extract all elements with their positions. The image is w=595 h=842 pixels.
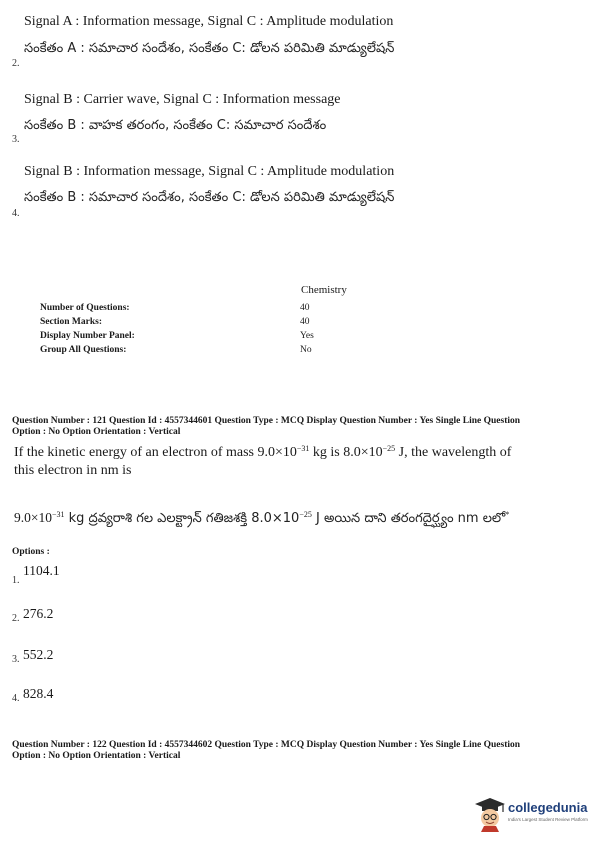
- next-question-header-line1: Question Number : 122 Question Id : 4557344602 Question Type : MCQ Display Question Number : Yes Single Line Question: [12, 740, 521, 750]
- prev-option-3-english: Signal B : Information message, Signal C : Amplitude modulation: [24, 164, 395, 179]
- question-text-english-line1: [14, 445, 511, 461]
- option-number: 3.: [12, 134, 20, 145]
- prev-option-3-telugu: సంకేతం B : సమాచార సందేశం, సంకేతం C: డోలన పరిమితి మాడ్యులేషన్: [24, 190, 395, 205]
- question-text-part: If the kinetic energy of an electron of mass 9.0×10: [14, 445, 297, 460]
- collegedunia-logo[interactable]: [474, 796, 592, 834]
- exponent: −25: [299, 510, 312, 519]
- graduate-mascot-icon: [474, 796, 506, 832]
- question-text-part: kg ద్రవ్యరాశి గల ఎలక్ట్రాన్ గతిజశక్తి 8.0×10: [64, 511, 300, 526]
- option-number: 4.: [12, 693, 20, 704]
- options-label: Options :: [12, 547, 50, 557]
- section-value: No: [300, 345, 312, 355]
- option-value[interactable]: 1104.1: [23, 563, 60, 578]
- exponent: −31: [296, 444, 310, 453]
- next-question-header-line2: Option : No Option Orientation : Vertical: [12, 751, 181, 761]
- question-text-part: 9.0×10: [14, 510, 52, 525]
- section-label: Group All Questions:: [40, 345, 127, 355]
- option-value[interactable]: 276.2: [23, 606, 54, 621]
- section-label: Section Marks:: [40, 317, 103, 327]
- prev-option-2-english: Signal B : Carrier wave, Signal C : Information message: [24, 92, 341, 107]
- option-number: 3.: [12, 654, 20, 665]
- section-label: Number of Questions:: [40, 303, 130, 313]
- question-text-part: J, the wavelength of: [395, 445, 512, 460]
- question-header-line2: Option : No Option Orientation : Vertical: [12, 427, 181, 437]
- question-text-part: J అయిన దాని తరంగదైర్ఘ్యం nm లలో: [311, 511, 506, 526]
- section-title: Chemistry: [301, 284, 347, 296]
- option-number: 2.: [12, 613, 20, 624]
- question-header-line1: Question Number : 121 Question Id : 4557344601 Question Type : MCQ Display Question Number : Yes Single Line Question: [12, 416, 521, 426]
- prev-option-1-telugu: సంకేతం A : సమాచార సందేశం, సంకేతం C: డోలన పరిమితి మాడ్యులేషన్: [24, 41, 395, 56]
- option-number: 1.: [12, 575, 20, 586]
- question-text-english-line2: this electron in nm is: [14, 463, 132, 478]
- exponent: −25: [382, 444, 396, 453]
- prev-option-2-telugu: సంకేతం B : వాహక తరంగం, సంకేతం C: సమాచార సందేశం: [24, 118, 327, 133]
- asterisk-mark: *: [505, 510, 510, 519]
- logo-name: collegedunia: [508, 800, 588, 815]
- section-value: 40: [300, 303, 310, 313]
- option-number: 2.: [12, 58, 20, 69]
- exponent: −31: [52, 510, 65, 519]
- section-label: Display Number Panel:: [40, 331, 135, 341]
- prev-option-1-english: Signal A : Information message, Signal C : Amplitude modulation: [24, 14, 394, 29]
- question-text-part: kg is 8.0×10: [309, 445, 383, 460]
- question-text-telugu: [14, 510, 509, 529]
- option-value[interactable]: 828.4: [23, 686, 54, 701]
- logo-tagline: India's Largest Student Review Platform: [508, 817, 588, 822]
- section-value: Yes: [300, 331, 314, 341]
- section-value: 40: [300, 317, 310, 327]
- option-number: 4.: [12, 208, 20, 219]
- option-value[interactable]: 552.2: [23, 647, 54, 662]
